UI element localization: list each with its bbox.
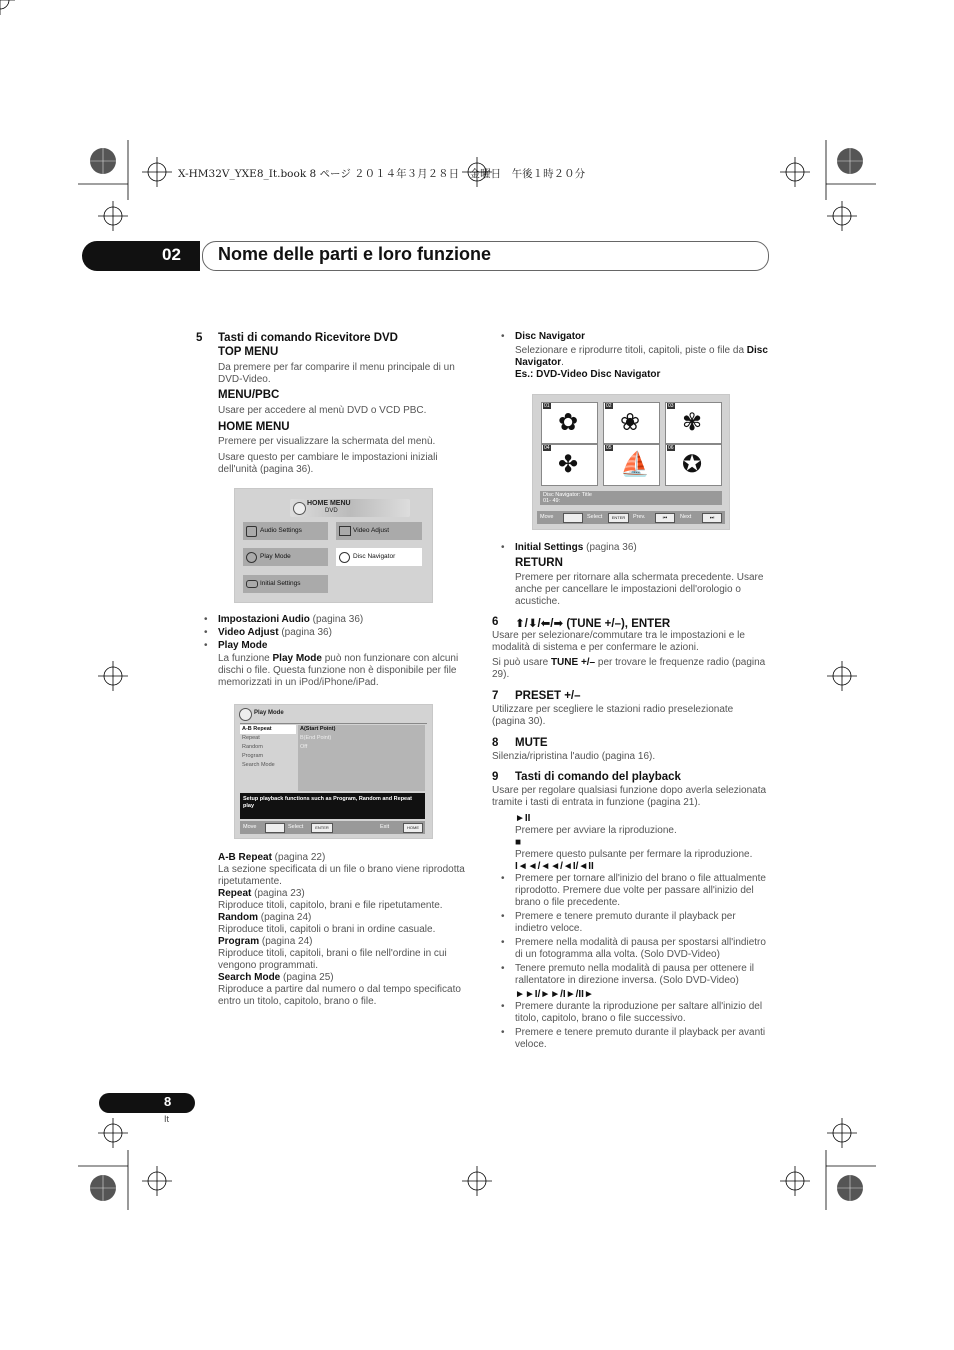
page-language: It bbox=[164, 1114, 170, 1124]
divider bbox=[240, 723, 427, 724]
play-mode-icon bbox=[246, 552, 257, 563]
thumbnail-picture-icon: ✾ bbox=[682, 409, 703, 436]
menu-disc-navigator-label: Disc Navigator bbox=[353, 553, 396, 560]
home-menu-text-1: Premere per visualizzare la schermata del menù. bbox=[218, 436, 436, 447]
pm-item-random[interactable]: Random bbox=[242, 744, 263, 750]
home-menu-title: HOME MENU bbox=[307, 500, 351, 507]
dn-thumbnail-number: 04 bbox=[544, 445, 550, 451]
rev-item: • Premere per tornare all'inizio del brano o file attualmente riprodotto. Premere due volte per passare all'inizio del brano o file precedente. bbox=[501, 873, 771, 909]
dn-thumbnail[interactable] bbox=[665, 402, 722, 444]
reverse-icons: I◄◄/◄◄/◄I/◄II bbox=[515, 861, 594, 872]
dn-controls-bar bbox=[537, 511, 725, 524]
mode-repeat: Repeat (pagina 23) Riproduce titoli, capitolo, brani e file ripetutamente. bbox=[218, 888, 443, 911]
play-mode-note: La funzione Play Mode può non funzionare con alcuni dischi o file. Questa funzione non è disponibile per file memorizzati in un iPod/iPhone/iPad. bbox=[218, 653, 459, 688]
section-8-number: 8 bbox=[492, 737, 499, 749]
play-mode-descriptions bbox=[218, 852, 472, 1008]
dn-bar-range: 01- 49: bbox=[543, 498, 561, 504]
pm-item-repeat[interactable]: Repeat bbox=[242, 735, 260, 741]
mode-ab-repeat: A-B Repeat (pagina 22) La sezione specificata di un file o brano viene riprodotta ripetutamente. bbox=[218, 852, 465, 887]
chapter-title: Nome delle parti e loro funzione bbox=[218, 244, 492, 264]
select-label: Select bbox=[288, 824, 304, 830]
bullet-playmode: • Play Mode bbox=[204, 640, 472, 652]
play-mode-icon bbox=[239, 708, 252, 721]
pm-option-a[interactable]: A(Start Point) bbox=[300, 726, 336, 732]
section-7-number: 7 bbox=[492, 690, 499, 702]
audio-icon bbox=[246, 526, 257, 537]
disc-navigator-screen bbox=[532, 394, 730, 530]
exit-key: HOME bbox=[403, 823, 423, 833]
thumbnail-picture-icon: ✪ bbox=[682, 451, 703, 478]
disc-navigator-bullet: • Disc Navigator Selezionare e riprodurre titoli, capitoli, piste o file da Disc Navigator. Es.: DVD-Video Disc Navigator bbox=[501, 331, 769, 381]
dn-thumbnail[interactable] bbox=[541, 402, 598, 444]
dn-thumbnail[interactable] bbox=[603, 402, 660, 444]
dn-bar-title: Disc Navigator: Title bbox=[543, 492, 592, 498]
thumbnail-picture-icon: ⛵ bbox=[620, 451, 650, 478]
dn-move-label: Move bbox=[540, 514, 554, 520]
dn-next-label: Next bbox=[680, 514, 692, 520]
stop-text: Premere questo pulsante per fermare la riproduzione. bbox=[515, 849, 753, 860]
controls-bar bbox=[240, 821, 425, 834]
pm-item-program[interactable]: Program bbox=[242, 753, 264, 759]
play-pause-icon: ►II bbox=[515, 813, 531, 824]
pm-option-off[interactable]: Off bbox=[300, 744, 308, 750]
return-heading: RETURN bbox=[515, 557, 563, 569]
rev-item: • Premere nella modalità di pausa per spostarsi all'indietro di un fotogramma alla volta. (Solo DVD-Video) bbox=[501, 937, 771, 961]
reverse-bullets bbox=[501, 873, 771, 1051]
dn-thumbnail-number: 05 bbox=[606, 445, 612, 451]
disc-icon bbox=[293, 502, 306, 515]
section-9-text: Usare per regolare qualsiasi funzione dopo averla selezionata tramite i tasti di entrata in funzione (pagina 21). bbox=[492, 785, 767, 808]
section-6-number: 6 bbox=[492, 616, 499, 628]
menu-pbc-heading: MENU/PBC bbox=[218, 389, 280, 401]
menu-audio-settings[interactable] bbox=[243, 522, 328, 540]
play-text: Premere per avviare la riproduzione. bbox=[515, 825, 677, 836]
forward-icons: ►►I/►►/I►/II► bbox=[515, 989, 594, 1000]
initial-settings-bullet: • Initial Settings (pagina 36) bbox=[501, 542, 769, 554]
next-icon: ⏭ bbox=[702, 513, 722, 523]
mode-program: Program (pagina 24) Riproduce titoli, capitoli, brani o file nell'ordine in cui vengono programmati. bbox=[218, 936, 447, 971]
dn-select-label: Select bbox=[587, 514, 603, 520]
section-5-number: 5 bbox=[196, 332, 203, 344]
stop-icon: ■ bbox=[515, 837, 522, 848]
fwd-item: • Premere durante la riproduzione per saltare all'inizio del titolo, capitolo, brano o file successivo. bbox=[501, 1001, 771, 1025]
chapter-number-band bbox=[82, 241, 200, 271]
disc-navigator-icon bbox=[339, 552, 350, 563]
rev-item: • Tenere premuto nella modalità di pausa per ottenere il rallentatore in direzione inversa. (Solo DVD-Video) bbox=[501, 963, 771, 987]
rev-item: • Premere e tenere premuto durante il playback per indietro veloce. bbox=[501, 911, 771, 935]
section-9-title: Tasti di comando del playback bbox=[515, 771, 681, 783]
top-menu-text: Da premere per far comparire il menu principale di un DVD-Video. bbox=[218, 362, 455, 385]
dn-title-bar bbox=[540, 491, 722, 505]
dn-thumbnail-number: 06 bbox=[668, 445, 674, 451]
menu-video-adjust-label: Video Adjust bbox=[353, 527, 390, 534]
home-menu-heading: HOME MENU bbox=[218, 421, 290, 433]
section-7-title: PRESET +/– bbox=[515, 690, 581, 702]
menu-play-mode-label: Play Mode bbox=[260, 553, 291, 560]
dn-thumbnail-number: 02 bbox=[606, 403, 612, 409]
home-menu-text-2: Usare questo per cambiare le impostazioni iniziali dell'unità (pagina 36). bbox=[218, 452, 438, 475]
section-8-text: Silenzia/ripristina l'audio (pagina 16). bbox=[492, 751, 656, 762]
enter-key: ENTER bbox=[311, 823, 333, 833]
thumbnail-picture-icon: ❀ bbox=[620, 409, 641, 436]
menu-audio-settings-label: Audio Settings bbox=[260, 527, 302, 534]
section-6-title: ⬆/⬇/⬅/➡ (TUNE +/–), ENTER bbox=[515, 618, 671, 630]
playback-keys bbox=[515, 813, 771, 873]
pm-item-ab-repeat[interactable]: A-B Repeat bbox=[242, 726, 272, 732]
home-menu-bullets bbox=[204, 614, 472, 689]
menu-initial-settings-label: Initial Settings bbox=[260, 580, 301, 587]
menu-pbc-text: Usare per accedere al menù DVD o VCD PBC. bbox=[218, 405, 427, 416]
section-9-number: 9 bbox=[492, 771, 499, 783]
thumbnail-picture-icon: ✿ bbox=[558, 409, 579, 436]
move-key-icon bbox=[265, 823, 285, 833]
dn-thumbnail-number: 01 bbox=[544, 403, 550, 409]
menu-play-mode[interactable] bbox=[243, 548, 328, 566]
settings-icon bbox=[246, 580, 258, 588]
fwd-item: • Premere e tenere premuto durante il playback per avanti veloce. bbox=[501, 1027, 771, 1051]
help-message: Setup playback functions such as Program, Random and Repeat play bbox=[243, 796, 413, 809]
dn-move-key-icon bbox=[563, 513, 583, 523]
move-label: Move bbox=[243, 824, 257, 830]
video-icon bbox=[339, 526, 351, 536]
dn-thumbnail[interactable] bbox=[541, 444, 598, 486]
home-menu-title-bar bbox=[290, 499, 410, 517]
page-number-pill bbox=[99, 1093, 195, 1113]
mode-random: Random (pagina 24) Riproduce titoli, capitoli o brani in ordine casuale. bbox=[218, 912, 436, 935]
bullet-audio: • Impostazioni Audio (pagina 36) bbox=[204, 614, 472, 626]
menu-video-adjust[interactable] bbox=[336, 522, 422, 540]
section-5-title: Tasti di comando Ricevitore DVD bbox=[218, 332, 398, 344]
section-8-title: MUTE bbox=[515, 737, 548, 749]
chapter-number: 02 bbox=[162, 245, 181, 264]
pm-item-search-mode[interactable]: Search Mode bbox=[242, 762, 275, 768]
dn-prev-label: Prev. bbox=[633, 514, 646, 520]
dn-thumbnail[interactable] bbox=[665, 444, 722, 486]
dn-thumbnail[interactable] bbox=[603, 444, 660, 486]
prev-icon: ⏮ bbox=[655, 513, 675, 523]
section-6-text-2: Si può usare TUNE +/– per trovare le frequenze radio (pagina 29). bbox=[492, 657, 766, 680]
menu-disc-navigator[interactable] bbox=[336, 548, 422, 566]
mode-search: Search Mode (pagina 25) Riproduce a partire dal numero o dal tempo specificato entro un titolo, capitolo, brano o file. bbox=[218, 972, 461, 1007]
home-menu-sub: DVD bbox=[325, 508, 338, 514]
section-6-text-1: Usare per selezionare/commutare tra le impostazioni e le modalità di sistema e per confermare le azioni. bbox=[492, 630, 745, 653]
top-menu-heading: TOP MENU bbox=[218, 346, 279, 358]
play-mode-screen bbox=[234, 704, 433, 839]
pm-option-b[interactable]: B(End Point) bbox=[300, 735, 332, 741]
bullet-video: • Video Adjust (pagina 36) bbox=[204, 627, 472, 639]
section-7-text: Utilizzare per scegliere le stazioni radio preselezionate (pagina 30). bbox=[492, 704, 734, 727]
dn-thumbnail-number: 03 bbox=[668, 403, 674, 409]
page-number: 8 bbox=[164, 1094, 172, 1109]
return-text: Premere per ritornare alla schermata precedente. Usare anche per cancellare le impostazioni dell'orologio o acustiche. bbox=[515, 572, 764, 607]
thumbnail-picture-icon: ✤ bbox=[558, 451, 579, 478]
exit-label: Exit bbox=[380, 824, 390, 830]
home-menu-screen bbox=[234, 488, 433, 603]
print-header: X-HM32V_YXE8_It.book 8 ページ ２０１４年３月２８日 金曜日 午後１時２０分 bbox=[178, 168, 586, 180]
dn-enter-key: ENTER bbox=[608, 513, 629, 523]
play-mode-screen-title: Play Mode bbox=[254, 710, 284, 716]
help-message-box bbox=[240, 793, 425, 819]
menu-initial-settings[interactable] bbox=[243, 575, 328, 593]
